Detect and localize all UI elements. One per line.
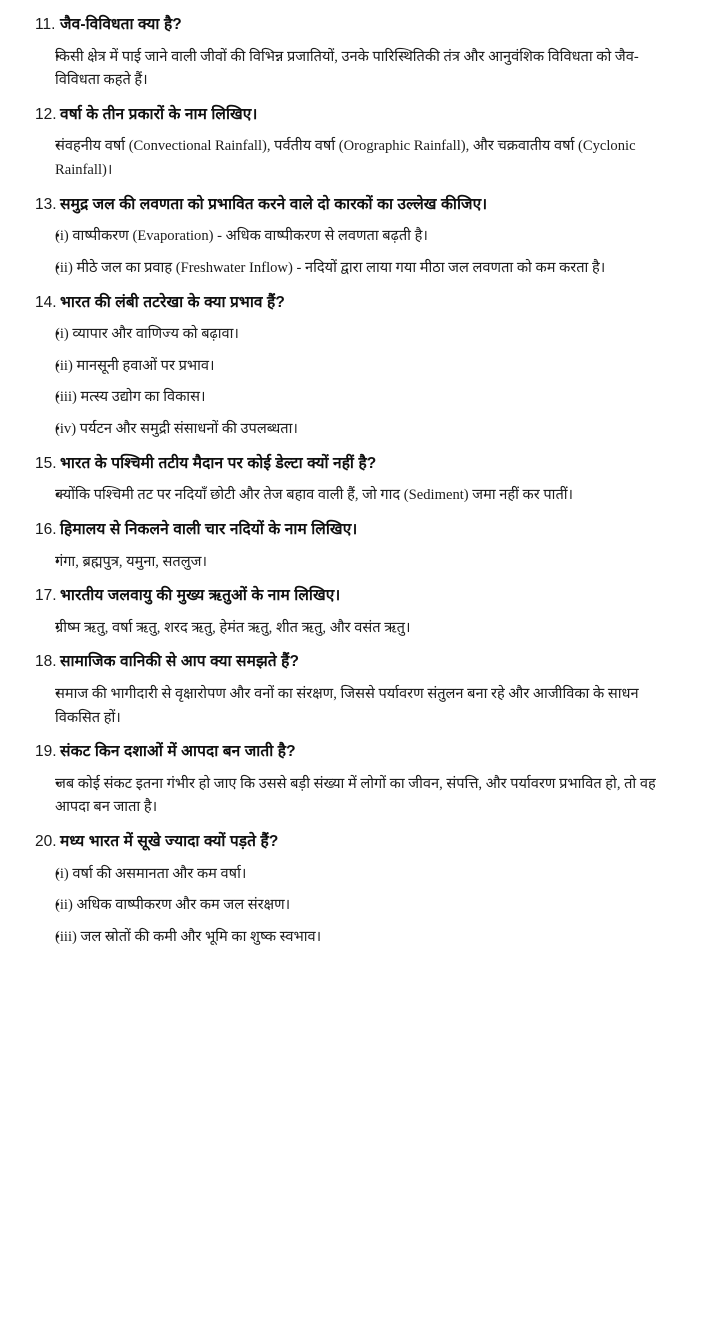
- qa-block: [26, 184, 694, 282]
- bullet-icon: [26, 926, 55, 950]
- answer-list: [26, 766, 694, 821]
- answer-list: [26, 477, 694, 509]
- question-row: [26, 821, 694, 856]
- answer-bullet-item: [26, 919, 694, 951]
- bullet-icon: [26, 551, 55, 575]
- bullet-icon: [26, 135, 55, 159]
- answer-text: (ii) मानसूनी हवाओं पर प्रभाव।: [55, 357, 215, 374]
- answer-bullet-item: [26, 610, 694, 642]
- question-text: भारतीय जलवायु की मुख्य ऋतुओं के नाम लिखिए।: [60, 587, 341, 605]
- question-row: [26, 184, 694, 219]
- answer-bullet-item: [26, 39, 694, 94]
- qa-block: [26, 443, 694, 509]
- answer-text: (i) व्यापार और वाणिज्य को बढ़ावा।: [55, 326, 239, 343]
- answer-text: (i) वाष्पीकरण (Evaporation) - अधिक वाष्पीकरण से लवणता बढ़ती है।: [55, 228, 428, 245]
- answer-bullet-item: [26, 856, 694, 888]
- question-number: 13.: [35, 195, 57, 213]
- answer-text: ग्रीष्म ऋतु, वर्षा ऋतु, शरद ऋतु, हेमंत ऋतु, शीत ऋतु, और वसंत ऋतु।: [55, 619, 411, 636]
- bullet-icon: [26, 617, 55, 641]
- question-text: हिमालय से निकलने वाली चार नदियों के नाम लिखिए।: [60, 521, 358, 538]
- answer-text: संवहनीय वर्षा (Convectional Rainfall), पर्वतीय वर्षा (Orographic Rainfall), और चक्रवातीय वर्षा (Cyclonic Rainfall)।: [55, 138, 636, 179]
- answer-text: (ii) मीठे जल का प्रवाह (Freshwater Inflow) - नदियों द्वारा लाया गया मीठा जल लवणता को कम करता है।: [55, 259, 606, 276]
- bullet-icon: [26, 773, 55, 797]
- answer-text: (ii) अधिक वाष्पीकरण और कम जल संरक्षण।: [55, 897, 291, 914]
- question-row: [26, 641, 694, 676]
- qa-block: [26, 731, 694, 821]
- answer-list: [26, 544, 694, 576]
- question-row: [26, 509, 694, 544]
- qa-block: [26, 821, 694, 951]
- answer-text: (i) वर्षा की असमानता और कम वर्षा।: [55, 865, 247, 882]
- question-number: 14.: [35, 293, 57, 311]
- answer-bullet-item: [26, 676, 694, 731]
- question-number: 20.: [35, 833, 57, 851]
- answer-bullet-item: [26, 544, 694, 576]
- answer-text: जब कोई संकट इतना गंभीर हो जाए कि उससे बड़ी संख्या में लोगों का जीवन, संपत्ति, और पर्यावरण प्रभावित हो, तो वह आपदा बन जाता है।: [55, 775, 656, 816]
- answer-text: गंगा, ब्रह्मपुत्र, यमुना, सतलुज।: [55, 553, 207, 570]
- answer-text: (iv) पर्यटन और समुद्री संसाधनों की उपलब्धता।: [55, 421, 298, 438]
- question-row: [26, 4, 694, 39]
- answer-bullet-item: [26, 379, 694, 411]
- question-number: 12.: [35, 105, 57, 123]
- question-row: [26, 443, 694, 478]
- question-row: [26, 731, 694, 766]
- answer-bullet-item: [26, 766, 694, 821]
- qa-block: [26, 4, 694, 94]
- answer-bullet-item: [26, 218, 694, 250]
- answer-text: (iii) मत्स्य उद्योग का विकास।: [55, 389, 206, 406]
- answer-bullet-item: [26, 887, 694, 919]
- question-number: 16.: [35, 521, 57, 538]
- question-row: [26, 575, 694, 610]
- qa-block: [26, 575, 694, 641]
- qa-block: [26, 641, 694, 731]
- answer-list: [26, 676, 694, 731]
- bullet-icon: [26, 894, 55, 918]
- question-answer-list: [26, 4, 694, 951]
- answer-bullet-item: [26, 411, 694, 443]
- question-text: वर्षा के तीन प्रकारों के नाम लिखिए।: [60, 105, 258, 123]
- question-number: 11.: [35, 16, 56, 33]
- bullet-icon: [26, 418, 55, 442]
- question-row: [26, 282, 694, 317]
- qa-block: [26, 509, 694, 575]
- question-text: मध्य भारत में सूखे ज्यादा क्यों पड़ते हैं?: [60, 833, 279, 851]
- question-text: भारत के पश्चिमी तटीय मैदान पर कोई डेल्टा क्यों नहीं है?: [60, 454, 377, 472]
- bullet-icon: [26, 257, 55, 281]
- answer-bullet-item: [26, 128, 694, 183]
- answer-bullet-item: [26, 348, 694, 380]
- bullet-icon: [26, 225, 55, 249]
- answer-list: [26, 316, 694, 443]
- bullet-icon: [26, 683, 55, 707]
- answer-bullet-item: [26, 477, 694, 509]
- answer-list: [26, 610, 694, 642]
- answer-text: किसी क्षेत्र में पाई जाने वाली जीवों की विभिन्न प्रजातियों, उनके पारिस्थितिकी तंत्र और आनुवंशिक विविधता को जैव-विविधता कहते हैं।: [55, 48, 639, 89]
- bullet-icon: [26, 386, 55, 410]
- answer-list: [26, 39, 694, 94]
- question-number: 17.: [35, 587, 57, 605]
- question-number: 18.: [35, 653, 57, 671]
- answer-bullet-item: [26, 250, 694, 282]
- answer-list: [26, 128, 694, 183]
- question-text: सामाजिक वानिकी से आप क्या समझते हैं?: [60, 653, 300, 671]
- bullet-icon: [26, 355, 55, 379]
- question-number: 15.: [35, 454, 57, 472]
- question-text: जैव-विविधता क्या है?: [60, 16, 182, 33]
- question-number: 19.: [35, 743, 57, 761]
- question-row: [26, 94, 694, 129]
- question-text: समुद्र जल की लवणता को प्रभावित करने वाले दो कारकों का उल्लेख कीजिए।: [60, 195, 488, 213]
- answer-text: (iii) जल स्रोतों की कमी और भूमि का शुष्क स्वभाव।: [55, 928, 322, 945]
- bullet-icon: [26, 323, 55, 347]
- qa-block: [26, 282, 694, 443]
- answer-list: [26, 218, 694, 281]
- question-text: भारत की लंबी तटरेखा के क्या प्रभाव हैं?: [60, 293, 285, 311]
- answer-list: [26, 856, 694, 951]
- qa-block: [26, 94, 694, 184]
- answer-text: क्योंकि पश्चिमी तट पर नदियाँ छोटी और तेज बहाव वाली हैं, जो गाद (Sediment) जमा नहीं कर पातीं।: [55, 487, 574, 504]
- answer-bullet-item: [26, 316, 694, 348]
- bullet-icon: [26, 46, 55, 70]
- bullet-icon: [26, 863, 55, 887]
- bullet-icon: [26, 484, 55, 508]
- question-text: संकट किन दशाओं में आपदा बन जाती है?: [60, 743, 296, 761]
- answer-text: समाज की भागीदारी से वृक्षारोपण और वनों का संरक्षण, जिससे पर्यावरण संतुलन बना रहे और आजीविका के साधन विकसित हों।: [55, 685, 639, 726]
